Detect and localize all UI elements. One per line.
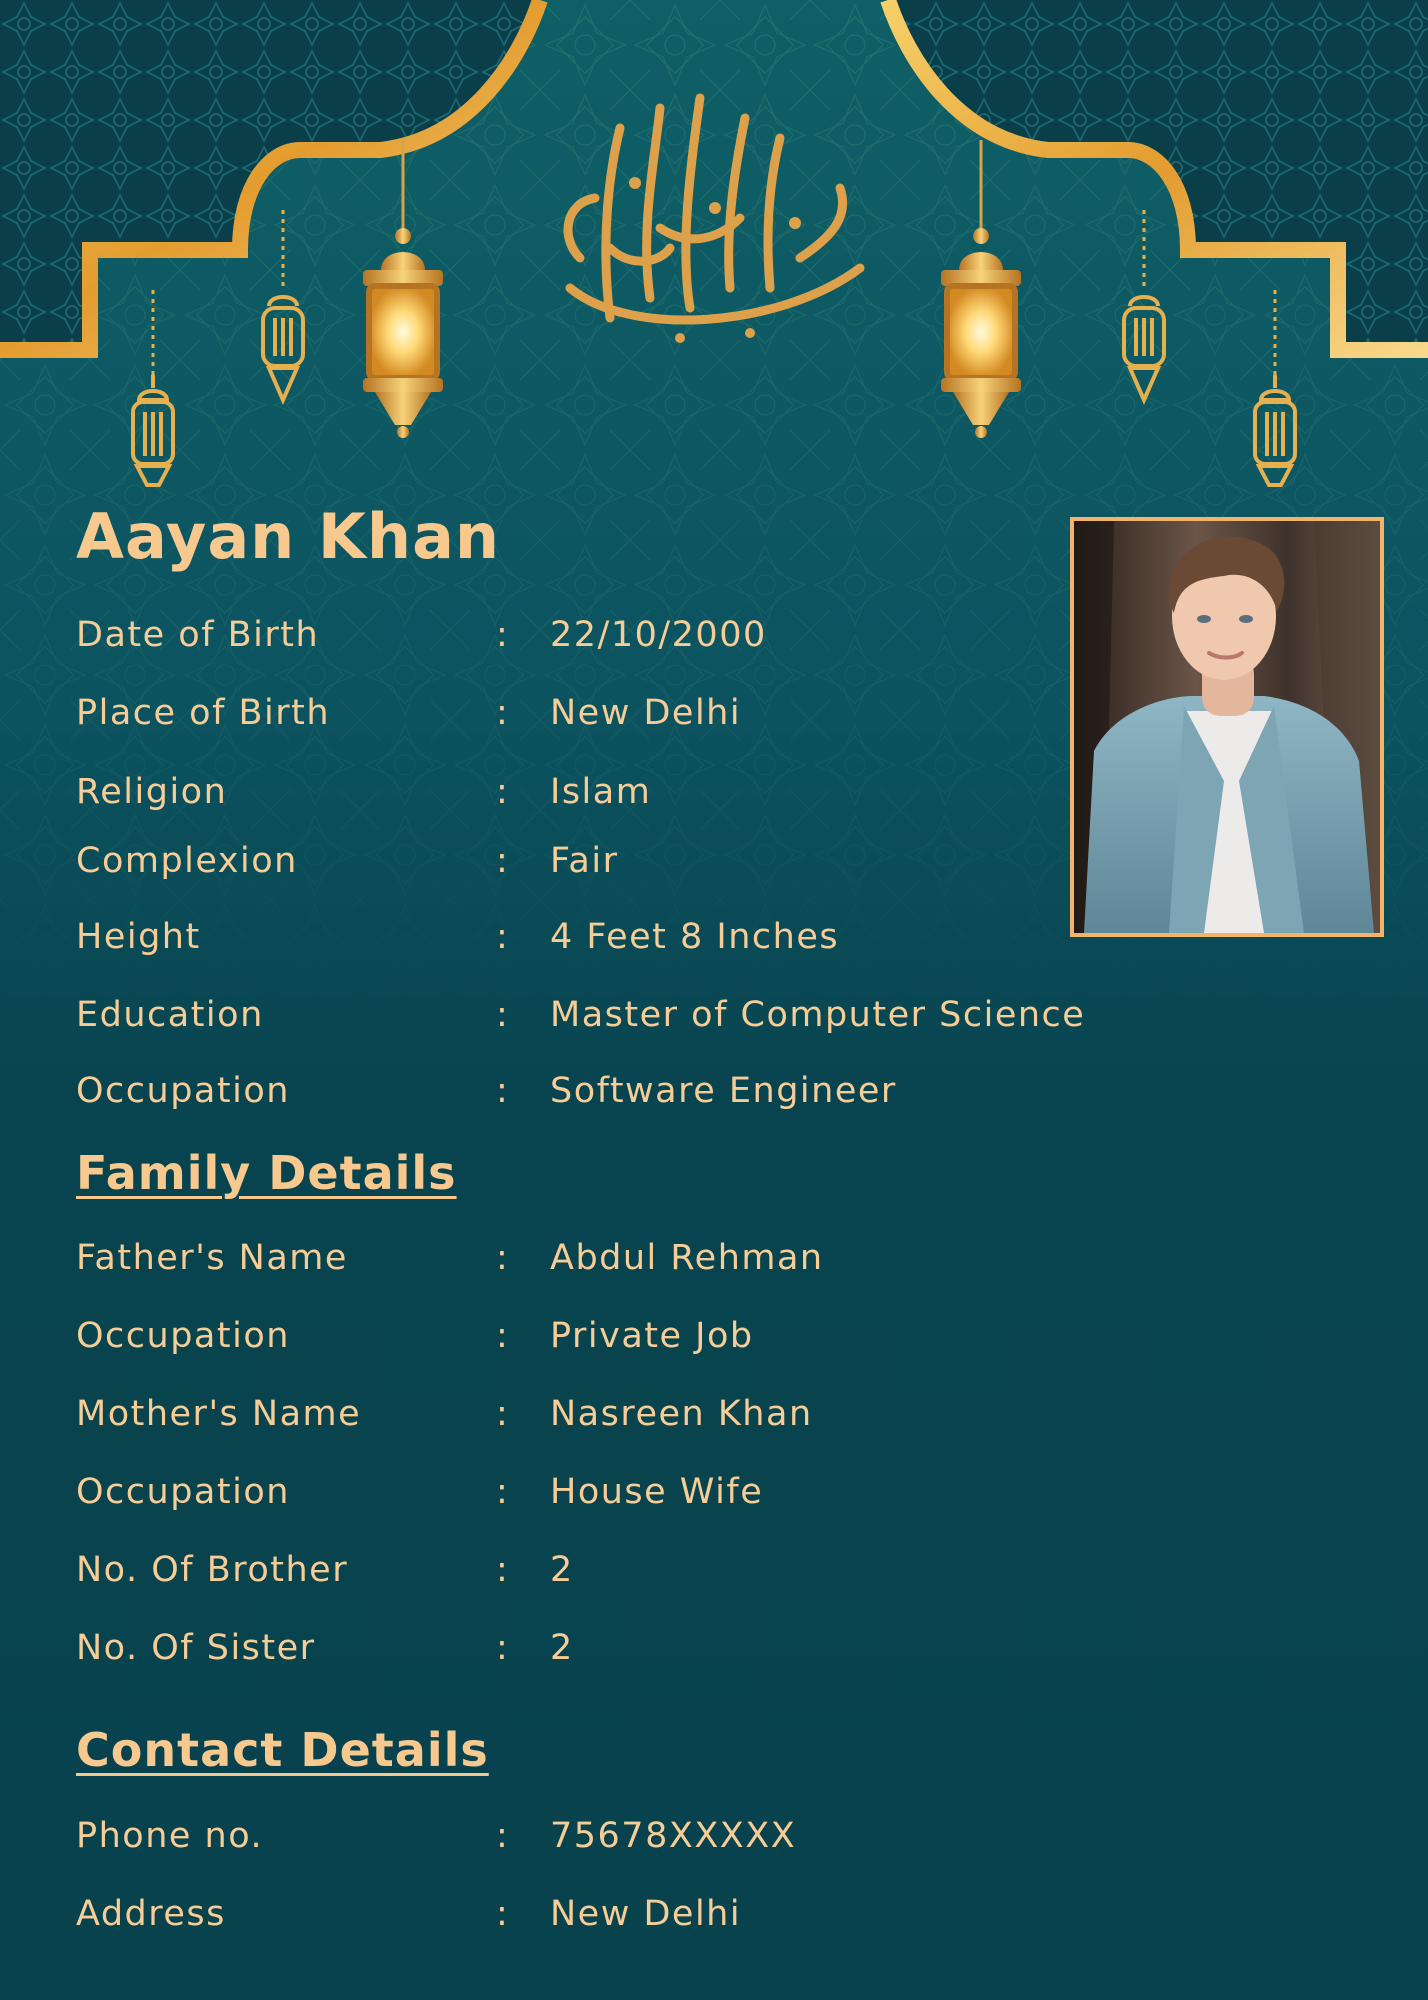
- personal-detail-row: [76, 767, 651, 817]
- hanging-lantern-icon: [933, 140, 1029, 440]
- hanging-lantern-icon: [1247, 290, 1303, 500]
- contact-detail-label: Address: [76, 1894, 226, 1934]
- family-detail-row: [76, 1311, 754, 1361]
- family-detail-row: [76, 1389, 813, 1439]
- family-detail-value: 2: [550, 1550, 574, 1590]
- person-photo-illustration: [1074, 521, 1380, 933]
- personal-detail-separator: :: [496, 1071, 510, 1111]
- personal-detail-label: Height: [76, 917, 201, 957]
- family-detail-separator: :: [496, 1472, 510, 1512]
- family-detail-row: [76, 1233, 824, 1283]
- hanging-lantern-icon: [1116, 210, 1172, 410]
- personal-detail-label: Occupation: [76, 1071, 290, 1111]
- personal-detail-value: 22/10/2000: [550, 615, 767, 655]
- personal-detail-value: Islam: [550, 772, 652, 812]
- personal-detail-separator: :: [496, 917, 510, 957]
- personal-detail-label: Date of Birth: [76, 615, 320, 655]
- contact-detail-separator: :: [496, 1894, 510, 1934]
- personal-detail-label: Place of Birth: [76, 693, 331, 733]
- personal-detail-separator: :: [496, 841, 510, 881]
- personal-detail-row: [76, 912, 839, 962]
- contact-detail-row: [76, 1811, 796, 1861]
- family-detail-label: Occupation: [76, 1472, 290, 1512]
- personal-detail-separator: :: [496, 995, 510, 1035]
- family-detail-separator: :: [496, 1550, 510, 1590]
- personal-detail-value: Software Engineer: [550, 1071, 897, 1111]
- family-detail-value: Nasreen Khan: [550, 1394, 813, 1434]
- family-detail-label: Occupation: [76, 1316, 290, 1356]
- family-detail-separator: :: [496, 1394, 510, 1434]
- family-detail-row: [76, 1467, 763, 1517]
- contact-detail-separator: :: [496, 1816, 510, 1856]
- contact-detail-value: 75678XXXXX: [550, 1816, 797, 1856]
- personal-detail-separator: :: [496, 772, 510, 812]
- family-detail-separator: :: [496, 1238, 510, 1278]
- personal-detail-separator: :: [496, 615, 510, 655]
- family-detail-label: Father's Name: [76, 1238, 348, 1278]
- personal-detail-row: [76, 610, 767, 660]
- personal-detail-label: Education: [76, 995, 264, 1035]
- contact-detail-row: [76, 1889, 741, 1939]
- family-detail-row: [76, 1623, 574, 1673]
- family-detail-label: No. Of Brother: [76, 1550, 349, 1590]
- personal-detail-value: Master of Computer Science: [550, 995, 1086, 1035]
- family-detail-separator: :: [496, 1628, 510, 1668]
- contact-detail-value: New Delhi: [550, 1894, 742, 1934]
- family-detail-value: House Wife: [550, 1472, 764, 1512]
- family-detail-label: Mother's Name: [76, 1394, 362, 1434]
- personal-detail-row: [76, 836, 618, 886]
- profile-photo: [1070, 517, 1384, 937]
- personal-detail-label: Religion: [76, 772, 228, 812]
- family-detail-separator: :: [496, 1316, 510, 1356]
- personal-detail-row: [76, 688, 741, 738]
- family-detail-row: [76, 1545, 574, 1595]
- personal-detail-row: [76, 990, 1085, 1040]
- family-detail-value: Private Job: [550, 1316, 754, 1356]
- contact-details-title: Contact Details: [76, 1723, 489, 1777]
- contact-detail-label: Phone no.: [76, 1816, 264, 1856]
- personal-detail-value: New Delhi: [550, 693, 742, 733]
- family-detail-value: Abdul Rehman: [550, 1238, 824, 1278]
- personal-detail-row: [76, 1066, 897, 1116]
- hanging-lantern-icon: [355, 140, 451, 440]
- personal-detail-label: Complexion: [76, 841, 298, 881]
- family-details-title: Family Details: [76, 1146, 457, 1200]
- bismillah-calligraphy: [540, 88, 880, 358]
- personal-detail-separator: :: [496, 693, 510, 733]
- personal-detail-value: 4 Feet 8 Inches: [550, 917, 840, 957]
- family-detail-label: No. Of Sister: [76, 1628, 316, 1668]
- personal-detail-value: Fair: [550, 841, 619, 881]
- family-detail-value: 2: [550, 1628, 574, 1668]
- hanging-lantern-icon: [125, 290, 181, 500]
- candidate-name: Aayan Khan: [76, 500, 501, 573]
- hanging-lantern-icon: [255, 210, 311, 410]
